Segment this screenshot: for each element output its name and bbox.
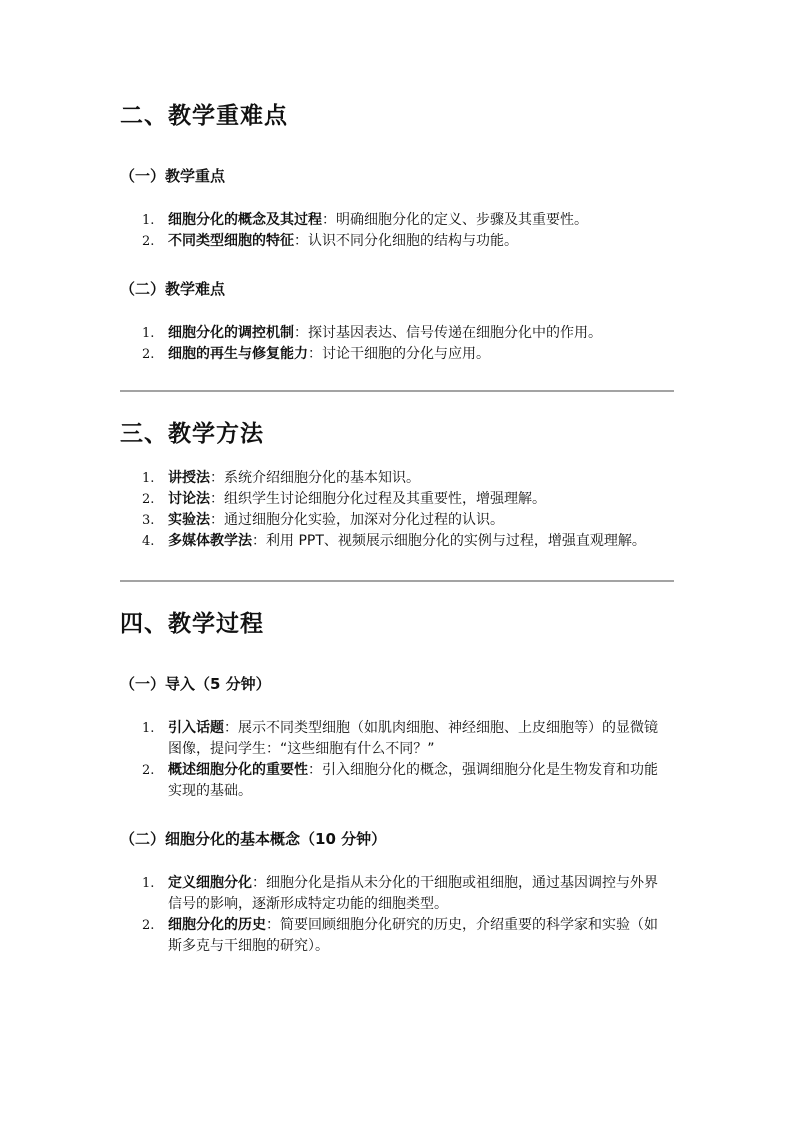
list-term: 细胞的再生与修复能力 bbox=[168, 346, 308, 362]
list-item bbox=[120, 231, 665, 252]
list-item bbox=[120, 510, 665, 531]
list-term: 讨论法 bbox=[168, 491, 210, 507]
list-item bbox=[120, 468, 665, 489]
list-description: ：讨论干细胞的分化与应用。 bbox=[308, 346, 490, 362]
list-term: 不同类型细胞的特征 bbox=[168, 233, 294, 249]
section-title-teaching-methods: 三、教学方法 bbox=[120, 421, 264, 447]
list-number: 1. bbox=[142, 721, 155, 736]
list-term: 定义细胞分化 bbox=[168, 875, 252, 891]
list-number: 3. bbox=[142, 513, 155, 528]
section-title-key-points: 二、教学重难点 bbox=[120, 103, 288, 129]
list-item bbox=[120, 873, 665, 915]
list-term: 细胞分化的概念及其过程 bbox=[168, 212, 322, 228]
list-description: ：组织学生讨论细胞分化过程及其重要性，增强理解。 bbox=[210, 491, 546, 507]
subsection-title-key-focus: （一）教学重点 bbox=[120, 167, 226, 185]
list-number: 1. bbox=[142, 471, 155, 486]
list-description: ：系统介绍细胞分化的基本知识。 bbox=[210, 470, 420, 486]
subsection-title-difficulties: （二）教学难点 bbox=[120, 280, 226, 298]
list-item bbox=[120, 718, 665, 760]
list-number: 1. bbox=[142, 213, 155, 228]
subsection-title-introduction: （一）导入（5 分钟） bbox=[120, 675, 271, 693]
list-term: 实验法 bbox=[168, 512, 210, 528]
list-item bbox=[120, 915, 665, 957]
section-title-teaching-process: 四、教学过程 bbox=[120, 611, 264, 637]
introduction-list bbox=[120, 718, 680, 802]
list-item bbox=[120, 531, 665, 552]
list-number: 2. bbox=[142, 918, 155, 933]
key-focus-list bbox=[120, 210, 680, 252]
list-number: 2. bbox=[142, 347, 155, 362]
list-number: 1. bbox=[142, 876, 155, 891]
basic-concepts-list bbox=[120, 873, 680, 957]
list-number: 1. bbox=[142, 326, 155, 341]
subsection-title-basic-concepts: （二）细胞分化的基本概念（10 分钟） bbox=[120, 830, 387, 848]
list-item bbox=[120, 323, 665, 344]
list-item bbox=[120, 344, 665, 365]
list-number: 4. bbox=[142, 534, 155, 549]
list-item bbox=[120, 210, 665, 231]
list-description: ：通过细胞分化实验，加深对分化过程的认识。 bbox=[210, 512, 504, 528]
list-number: 2. bbox=[142, 763, 155, 778]
list-description: ：认识不同分化细胞的结构与功能。 bbox=[294, 233, 518, 249]
list-term: 引入话题 bbox=[168, 720, 224, 736]
list-description: ：简要回顾细胞分化研究的历史，介绍重要的科学家和实验（如斯多克与干细胞的研究）。 bbox=[168, 917, 658, 954]
list-term: 细胞分化的历史 bbox=[168, 917, 266, 933]
list-description: ：明确细胞分化的定义、步骤及其重要性。 bbox=[322, 212, 588, 228]
list-description: ：引入细胞分化的概念，强调细胞分化是生物发育和功能实现的基础。 bbox=[168, 762, 658, 799]
list-item bbox=[120, 489, 665, 510]
list-description: ：展示不同类型细胞（如肌肉细胞、神经细胞、上皮细胞等）的显微镜图像，提问学生：“这些细胞有什么不同？” bbox=[168, 720, 658, 757]
list-term: 讲授法 bbox=[168, 470, 210, 486]
teaching-methods-list bbox=[120, 468, 680, 552]
list-description: ：利用 PPT、视频展示细胞分化的实例与过程，增强直观理解。 bbox=[252, 533, 646, 549]
list-term: 细胞分化的调控机制 bbox=[168, 325, 294, 341]
list-item bbox=[120, 760, 665, 802]
list-description: ：细胞分化是指从未分化的干细胞或祖细胞，通过基因调控与外界信号的影响，逐渐形成特定功能的细胞类型。 bbox=[168, 875, 658, 912]
list-number: 2. bbox=[142, 492, 155, 507]
list-term: 概述细胞分化的重要性 bbox=[168, 762, 308, 778]
list-number: 2. bbox=[142, 234, 155, 249]
list-term: 多媒体教学法 bbox=[168, 533, 252, 549]
difficulties-list bbox=[120, 323, 680, 365]
document-page bbox=[120, 96, 680, 957]
list-description: ：探讨基因表达、信号传递在细胞分化中的作用。 bbox=[294, 325, 602, 341]
